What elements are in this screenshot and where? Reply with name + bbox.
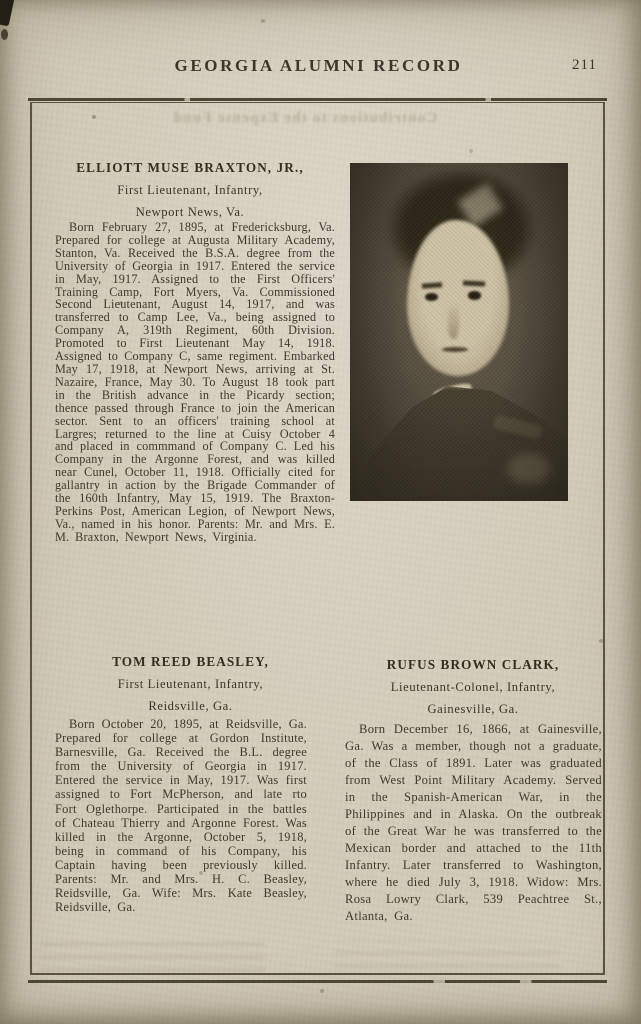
entry-name: RUFUS BROWN CLARK, [386, 657, 560, 672]
photo-background [350, 163, 568, 501]
entry-clark-biography: Born December 16, 1866, at Gainesville, Ga. Was a member, though not a graduate, of the Class of 1891. Later was graduated from West Point Military Academy. Served in the Spanish-American War, in the Philippines and in Alaska. On the outbreak of the Great War he was transferred to the Mexican border and attached to the 11th Infantry. Later transferred to Washington, where he died July 3, 1918. Widow: Mrs. Rosa Lowry Clark, 539 Peachtree St., Atlanta, Ga. [345, 722, 602, 923]
entry-braxton-header [40, 157, 340, 223]
soldier-hair [394, 173, 529, 281]
bottom-rule [28, 980, 607, 983]
bleed-through-text: Contributions to the Expense Fund [172, 110, 438, 126]
soldier-eye [468, 291, 481, 299]
entry-location: Newport News, Va. [135, 205, 245, 219]
bleed-through-smudge [335, 940, 560, 968]
soldier-shirt-collar [432, 381, 473, 401]
entry-beasley-header [48, 651, 333, 717]
bleed-through-smudge [40, 936, 265, 972]
soldier-portrait-photo [350, 163, 568, 501]
soldier-mouth [442, 347, 468, 352]
entry-rank: First Lieutenant, Infantry, [117, 677, 264, 691]
entry-braxton-biography: Born February 27, 1895, at Fredericksburg, Va. Prepared for college at Augusta Military Academy, Stanton, Va. Received the B.S.A. degree from the University of Georgia in 1917. Entered the service in May, 1917. Assigned to the First Officers' Training Camp, Fort Myers, Va. Commissioned Second Lieutenant, August 14, 1917, and was transferred to Camp Lee, Va., being assigned to Company A, 319th Regiment, 60th Division. Promoted to First Lieutenant May 14, 1918. Assigned to Company C, same regiment. Embarked May 17, 1918, at Newport News, arriving at St. Nazaire, France, May 30. To August 18 took part in the British advance in the Picardy section; thence passed through France to join the American sector. Sent to an officers' training school at Largres; returned to the line at Cuisy October 4 and placed in commmand of Company C. Led his Company in the Argonne Forest, and was killed near Cunel, October 11, 1918. Officially cited for gallantry in action by the Brigade Commander of the 160th Infantry, May 15, 1919. The Braxton-Perkins Post, American Legion, of Newport News, Va., named in his honor. Parents: Mr. and Mrs. E. M. Braxton, Newport News, Virginia. [55, 220, 335, 544]
photo-stain [507, 454, 551, 484]
soldier-uniform [367, 386, 568, 501]
entry-name: ELLIOTT MUSE BRAXTON, JR., [76, 160, 304, 175]
paper-specks [0, 0, 2, 2]
entry-rank: Lieutenant-Colonel, Infantry, [390, 680, 556, 694]
soldier-eyebrow [422, 282, 442, 289]
soldier-face [407, 220, 509, 375]
scan-corner-mark [0, 0, 15, 26]
top-rule [28, 98, 607, 101]
soldier-nose-shadow [448, 302, 459, 339]
soldier-eyebrow [463, 281, 485, 288]
entry-location: Gainesville, Ga. [427, 702, 519, 716]
page-number: 211 [572, 57, 597, 73]
soldier-eye [425, 293, 438, 301]
scan-corner-mark [1, 29, 8, 40]
entry-rank: First Lieutenant, Infantry, [117, 183, 263, 197]
soldier-hair-part [458, 183, 504, 227]
page-header-title: GEORGIA ALUMNI RECORD [174, 56, 463, 75]
entry-clark-header [342, 654, 604, 720]
entry-beasley-biography: Born October 20, 1895, at Reidsville, Ga. Prepared for college at Gordon Institute, Barnesville, Ga. Received the B.L. degree from the University of Georgia in 1917. Entered the service in May, 1917. Was first assigned to Fort McPherson, and late rto Fort Oglethorpe. Participated in the battles of Chateau Thierry and Argonne Forest. Was killed in the Argonne, October 5, 1918, being in command of his Company, his Captain having been previously killed. Parents: Mr. and Mrs. H. C. Beasley, Reidsville, Ga. Wife: Mrs. Kate Beasley, Reidsville, Ga. [55, 717, 307, 915]
soldier-shoulder-strap [493, 414, 543, 439]
entry-location: Reidsville, Ga. [148, 699, 233, 713]
entry-name: TOM REED BEASLEY, [112, 654, 269, 669]
